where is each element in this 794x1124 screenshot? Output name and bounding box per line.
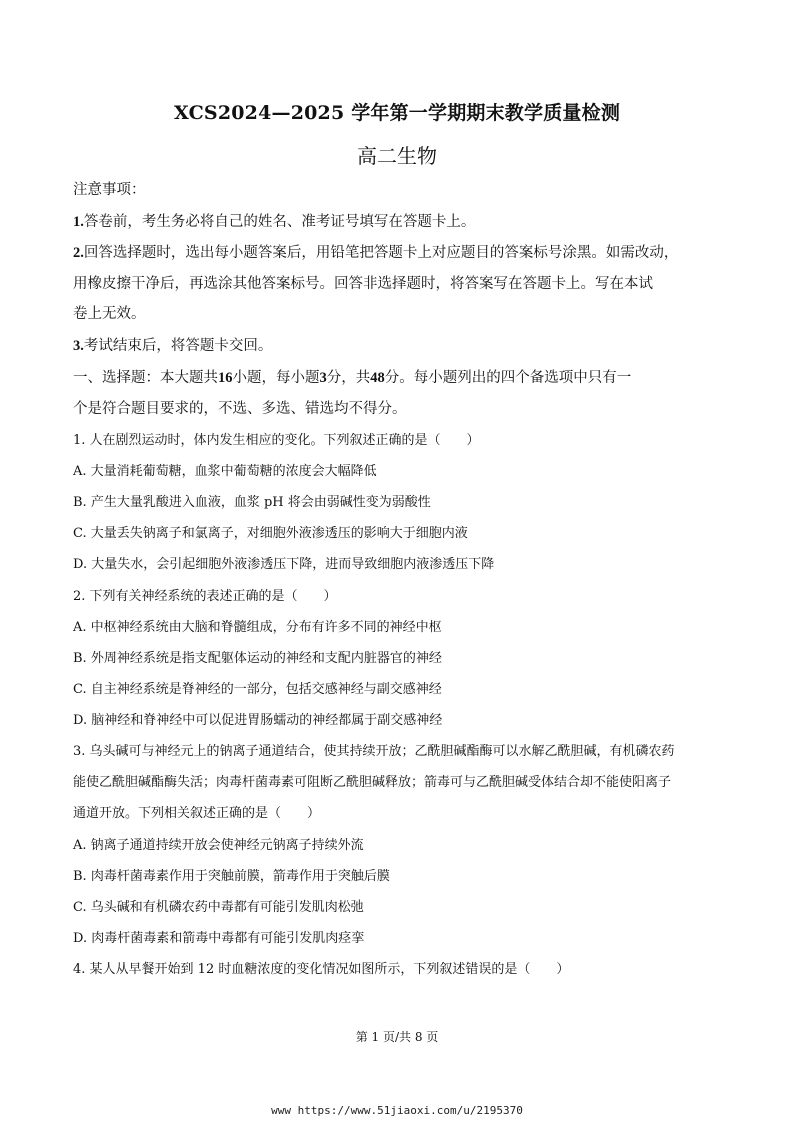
- notice-text: 考试结束后，将答题卡交回。: [83, 338, 273, 354]
- page-footer: 第 1 页/共 8 页: [355, 1030, 439, 1044]
- section-text: 小题，每小题: [232, 370, 320, 386]
- notice-text: 回答选择题时，选出每小题答案后，用铅笔把答题卡上对应题目的答案标号涂黑。如需改动，: [83, 245, 679, 261]
- notice-item: [73, 210, 733, 231]
- points-per-question: 3: [319, 370, 327, 386]
- notice-text: 用橡皮擦干净后，再选涂其他答案标号。回答非选择题时，将答案写在答题卡上。写在本试: [73, 276, 653, 292]
- section-text: 分，共: [326, 370, 371, 386]
- answer-option: B. 外周神经系统是指支配躯体运动的神经和支配内脏器官的神经: [73, 651, 442, 666]
- notice-number: 3.: [73, 338, 84, 354]
- section-text: 分。每小题列出的四个备选项中只有一: [384, 370, 632, 386]
- answer-option: D. 大量失水，会引起细胞外液渗透压下降，进而导致细胞内液渗透压下降: [73, 557, 495, 572]
- answer-option: A. 钠离子通道持续开放会使神经元钠离子持续外流: [73, 838, 364, 853]
- notice-item: [73, 272, 733, 293]
- notice-text: 答卷前，考生务必将自己的姓名、准考证号填写在答题卡上。: [83, 214, 476, 230]
- notice-item: [73, 334, 733, 355]
- answer-option: B. 产生大量乳酸进入血液，血浆 pH 将会由弱碱性变为弱酸性: [73, 495, 431, 510]
- question-stem: 2. 下列有关神经系统的表述正确的是（ ）: [73, 589, 337, 604]
- question-stem-cont: 通道开放。下列相关叙述正确的是（ ）: [73, 806, 321, 821]
- section-header-cont: 个是符合题目要求的，不选、多选、错选均不得分。: [73, 401, 407, 417]
- notice-number: 2.: [73, 245, 84, 261]
- answer-option: A. 大量消耗葡萄糖，血浆中葡萄糖的浓度会大幅降低: [73, 464, 377, 479]
- section-text: 一、选择题：本大题共: [73, 370, 218, 386]
- answer-option: D. 肉毒杆菌毒素和箭毒中毒都有可能引发肌肉痉挛: [73, 931, 365, 946]
- total-points: 48: [370, 370, 385, 386]
- page-title: XCS2024—2025 学年第一学期期末教学质量检测: [173, 102, 621, 124]
- question-stem: 1. 人在剧烈运动时，体内发生相应的变化。下列叙述正确的是（ ）: [73, 433, 480, 448]
- question-stem: 4. 某人从早餐开始到 12 时血糖浓度的变化情况如图所示，下列叙述错误的是（ ）: [73, 962, 570, 977]
- answer-option: D. 脑神经和脊神经中可以促进胃肠蠕动的神经都属于副交感神经: [73, 713, 443, 728]
- answer-option: C. 乌头碱和有机磷农药中毒都有可能引发肌肉松弛: [73, 900, 364, 915]
- section-header: [73, 366, 733, 387]
- question-stem-cont: 能使乙酰胆碱酯酶失活；肉毒杆菌毒素可阻断乙酰胆碱释放；箭毒可与乙酰胆碱受体结合却不能使阳离子: [73, 775, 672, 790]
- notice-item: [73, 302, 733, 323]
- subject-title: 高二生物: [357, 144, 437, 168]
- notice-heading: 注意事项：: [73, 182, 146, 198]
- notice-number: 1.: [73, 214, 84, 230]
- source-watermark: www https://www.51jiaoxi.com/u/2195370: [271, 1104, 523, 1117]
- notice-item: [73, 241, 733, 262]
- question-count: 16: [218, 370, 233, 386]
- answer-option: A. 中枢神经系统由大脑和脊髓组成，分布有许多不同的神经中枢: [73, 620, 442, 635]
- question-stem: 3. 乌头碱可与神经元上的钠离子通道结合，使其持续开放；乙酰胆碱酯酶可以水解乙酰胆碱，有机磷农药: [73, 744, 675, 759]
- answer-option: B. 肉毒杆菌毒素作用于突触前膜，箭毒作用于突触后膜: [73, 869, 390, 884]
- answer-option: C. 大量丢失钠离子和氯离子，对细胞外液渗透压的影响大于细胞内液: [73, 526, 468, 541]
- notice-text: 卷上无效。: [73, 306, 146, 322]
- answer-option: C. 自主神经系统是脊神经的一部分，包括交感神经与副交感神经: [73, 682, 442, 697]
